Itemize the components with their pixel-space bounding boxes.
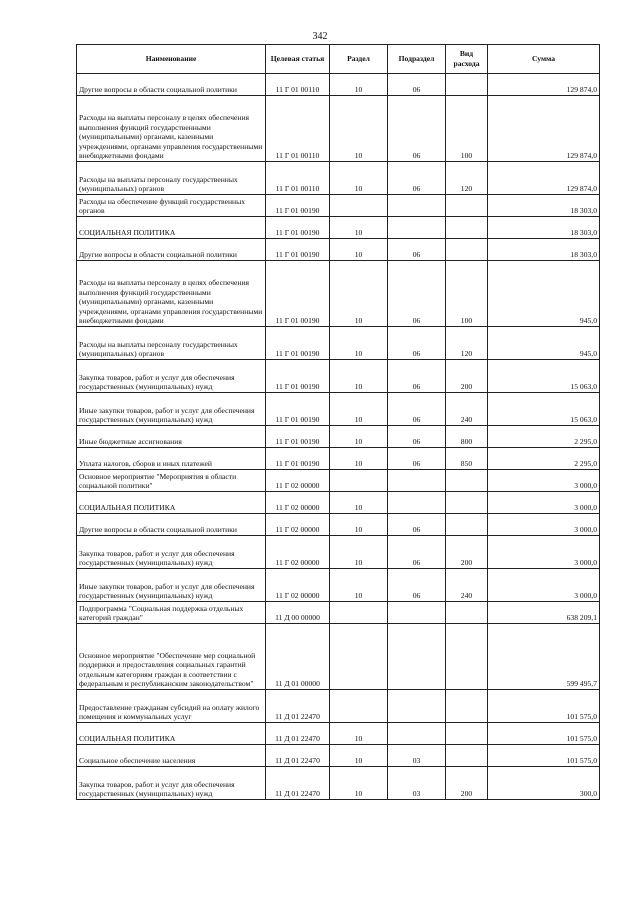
row-name-cell: СОЦИАЛЬНАЯ ПОЛИТИКА — [77, 723, 266, 745]
row-name-cell: Закупка товаров, работ и услуг для обеспечения государственных (муниципальных) нужд — [77, 360, 266, 393]
row-subsection-cell: 06 — [388, 239, 446, 261]
row-expense-type-cell: 120 — [446, 162, 488, 195]
row-name-cell: Расходы на выплаты персоналу в целях обеспечения выполнения функций государственными (муниципальными) органами, казенными учреждениями, органами управления государственными внебюджетными фондами — [77, 261, 266, 327]
row-amount-cell: 18 303,0 — [488, 239, 600, 261]
table-row — [77, 492, 600, 514]
row-subsection-cell — [388, 723, 446, 745]
row-section-cell: 10 — [330, 723, 388, 745]
row-amount-cell: 945,0 — [488, 261, 600, 327]
row-name-cell: Предоставление гражданам субсидий на оплату жилого помещения и коммунальных услуг — [77, 690, 266, 723]
row-expense-type-cell — [446, 74, 488, 96]
table-row — [77, 162, 600, 195]
row-name-cell: Другие вопросы в области социальной политики — [77, 74, 266, 96]
row-expense-type-cell — [446, 492, 488, 514]
row-expense-type-cell: 800 — [446, 426, 488, 448]
row-section-cell: 10 — [330, 745, 388, 767]
row-amount-cell: 129 874,0 — [488, 162, 600, 195]
row-expense-type-cell: 240 — [446, 569, 488, 602]
row-section-cell: 10 — [330, 239, 388, 261]
row-name-cell: Иные закупки товаров, работ и услуг для обеспечения государственных (муниципальных) нужд — [77, 393, 266, 426]
row-expense-type-cell: 100 — [446, 261, 488, 327]
row-name-cell: Иные бюджетные ассигнования — [77, 426, 266, 448]
row-target-code-cell: 11 Г 01 00190 — [266, 261, 330, 327]
row-section-cell: 10 — [330, 217, 388, 239]
row-amount-cell: 129 874,0 — [488, 96, 600, 162]
row-target-code-cell: 11 Г 01 00190 — [266, 426, 330, 448]
table-row — [77, 448, 600, 470]
row-subsection-cell: 06 — [388, 162, 446, 195]
row-subsection-cell — [388, 217, 446, 239]
row-section-cell: 10 — [330, 536, 388, 569]
table-header-row — [77, 45, 600, 74]
header-subsection: Подраздел — [388, 45, 446, 74]
row-section-cell: 10 — [330, 393, 388, 426]
row-amount-cell: 101 575,0 — [488, 690, 600, 723]
row-expense-type-cell — [446, 470, 488, 492]
table-row — [77, 393, 600, 426]
row-expense-type-cell — [446, 745, 488, 767]
row-name-cell: Расходы на обеспечение функций государственных органов — [77, 195, 266, 217]
row-section-cell: 10 — [330, 261, 388, 327]
row-section-cell: 10 — [330, 96, 388, 162]
row-subsection-cell: 06 — [388, 360, 446, 393]
row-name-cell: Расходы на выплаты персоналу государственных (муниципальных) органов — [77, 162, 266, 195]
row-target-code-cell: 11 Г 02 00000 — [266, 470, 330, 492]
row-section-cell: 10 — [330, 492, 388, 514]
row-target-code-cell: 11 Д 00 00000 — [266, 602, 330, 624]
row-amount-cell: 129 874,0 — [488, 74, 600, 96]
row-amount-cell: 2 295,0 — [488, 426, 600, 448]
table-row — [77, 690, 600, 723]
row-section-cell: 10 — [330, 327, 388, 360]
row-target-code-cell: 11 Г 01 00190 — [266, 360, 330, 393]
table-row — [77, 74, 600, 96]
row-subsection-cell — [388, 470, 446, 492]
row-name-cell: СОЦИАЛЬНАЯ ПОЛИТИКА — [77, 217, 266, 239]
row-section-cell: 10 — [330, 514, 388, 536]
row-subsection-cell: 06 — [388, 327, 446, 360]
row-section-cell: 10 — [330, 767, 388, 800]
row-target-code-cell: 11 Г 01 00190 — [266, 393, 330, 426]
row-expense-type-cell — [446, 723, 488, 745]
table-row — [77, 327, 600, 360]
table-row — [77, 602, 600, 624]
row-name-cell: Основное мероприятие "Обеспечение мер социальной поддержки и предоставления социальных гарантий отдельным категориям граждан в соответствии с федеральным и республиканским законодательством" — [77, 624, 266, 690]
budget-table — [76, 44, 600, 800]
row-name-cell: Закупка товаров, работ и услуг для обеспечения государственных (муниципальных) нужд — [77, 536, 266, 569]
row-expense-type-cell: 200 — [446, 767, 488, 800]
row-name-cell: Закупка товаров, работ и услуг для обеспечения государственных (муниципальных) нужд — [77, 767, 266, 800]
row-amount-cell: 3 000,0 — [488, 470, 600, 492]
row-expense-type-cell: 200 — [446, 536, 488, 569]
row-subsection-cell — [388, 602, 446, 624]
row-target-code-cell: 11 Г 02 00000 — [266, 492, 330, 514]
table-row — [77, 261, 600, 327]
table-row — [77, 195, 600, 217]
row-target-code-cell: 11 Г 01 00190 — [266, 327, 330, 360]
row-amount-cell: 15 063,0 — [488, 393, 600, 426]
row-target-code-cell: 11 Д 01 22470 — [266, 767, 330, 800]
row-subsection-cell: 06 — [388, 74, 446, 96]
row-section-cell — [330, 602, 388, 624]
row-subsection-cell — [388, 492, 446, 514]
row-amount-cell: 638 209,1 — [488, 602, 600, 624]
row-amount-cell: 3 000,0 — [488, 536, 600, 569]
row-name-cell: Уплата налогов, сборов и иных платежей — [77, 448, 266, 470]
row-target-code-cell: 11 Г 02 00000 — [266, 536, 330, 569]
row-subsection-cell: 06 — [388, 448, 446, 470]
table-row — [77, 767, 600, 800]
row-expense-type-cell — [446, 690, 488, 723]
row-section-cell: 10 — [330, 162, 388, 195]
header-expense-type: Вид расхода — [446, 45, 488, 74]
row-subsection-cell: 06 — [388, 536, 446, 569]
row-amount-cell: 3 000,0 — [488, 569, 600, 602]
row-subsection-cell — [388, 690, 446, 723]
row-target-code-cell: 11 Д 01 22470 — [266, 723, 330, 745]
row-expense-type-cell: 240 — [446, 393, 488, 426]
table-row — [77, 360, 600, 393]
table-row — [77, 96, 600, 162]
row-expense-type-cell: 200 — [446, 360, 488, 393]
row-target-code-cell: 11 Д 01 22470 — [266, 690, 330, 723]
row-amount-cell: 18 303,0 — [488, 217, 600, 239]
row-amount-cell: 18 303,0 — [488, 195, 600, 217]
row-target-code-cell: 11 Г 01 00110 — [266, 96, 330, 162]
header-amount: Сумма — [488, 45, 600, 74]
row-amount-cell: 599 495,7 — [488, 624, 600, 690]
row-section-cell: 10 — [330, 448, 388, 470]
row-name-cell: Расходы на выплаты персоналу в целях обеспечения выполнения функций государственными (муниципальными) органами, казенными учреждениями, органами управления государственными внебюджетными фондами — [77, 96, 266, 162]
row-amount-cell: 300,0 — [488, 767, 600, 800]
row-section-cell — [330, 690, 388, 723]
row-target-code-cell: 11 Г 02 00000 — [266, 514, 330, 536]
header-name: Наименование — [77, 45, 266, 74]
row-name-cell: Иные закупки товаров, работ и услуг для обеспечения государственных (муниципальных) нужд — [77, 569, 266, 602]
row-subsection-cell: 06 — [388, 426, 446, 448]
header-section: Раздел — [330, 45, 388, 74]
row-subsection-cell: 06 — [388, 261, 446, 327]
row-target-code-cell: 11 Д 01 22470 — [266, 745, 330, 767]
row-amount-cell: 101 575,0 — [488, 745, 600, 767]
row-amount-cell: 2 295,0 — [488, 448, 600, 470]
row-section-cell: 10 — [330, 74, 388, 96]
row-target-code-cell: 11 Г 01 00190 — [266, 239, 330, 261]
row-target-code-cell: 11 Г 01 00110 — [266, 74, 330, 96]
row-expense-type-cell: 100 — [446, 96, 488, 162]
table-row — [77, 745, 600, 767]
row-expense-type-cell — [446, 602, 488, 624]
table-row — [77, 239, 600, 261]
row-subsection-cell: 06 — [388, 96, 446, 162]
row-name-cell: СОЦИАЛЬНАЯ ПОЛИТИКА — [77, 492, 266, 514]
table-row — [77, 624, 600, 690]
row-amount-cell: 3 000,0 — [488, 492, 600, 514]
row-section-cell: 10 — [330, 569, 388, 602]
row-target-code-cell: 11 Г 01 00190 — [266, 217, 330, 239]
row-expense-type-cell: 850 — [446, 448, 488, 470]
row-target-code-cell: 11 Д 01 00000 — [266, 624, 330, 690]
row-subsection-cell — [388, 624, 446, 690]
row-subsection-cell: 06 — [388, 514, 446, 536]
row-section-cell — [330, 624, 388, 690]
page-number: 342 — [312, 31, 328, 42]
row-name-cell: Расходы на выплаты персоналу государственных (муниципальных) органов — [77, 327, 266, 360]
row-expense-type-cell — [446, 514, 488, 536]
row-name-cell: Социальное обеспечение населения — [77, 745, 266, 767]
row-subsection-cell: 06 — [388, 569, 446, 602]
row-expense-type-cell — [446, 624, 488, 690]
row-target-code-cell: 11 Г 01 00190 — [266, 195, 330, 217]
row-target-code-cell: 11 Г 01 00110 — [266, 162, 330, 195]
row-name-cell: Другие вопросы в области социальной политики — [77, 514, 266, 536]
row-expense-type-cell — [446, 217, 488, 239]
row-section-cell — [330, 195, 388, 217]
table-row — [77, 536, 600, 569]
row-expense-type-cell — [446, 195, 488, 217]
row-section-cell — [330, 470, 388, 492]
row-expense-type-cell: 120 — [446, 327, 488, 360]
row-amount-cell: 945,0 — [488, 327, 600, 360]
table-row — [77, 514, 600, 536]
table-row — [77, 217, 600, 239]
table-row — [77, 470, 600, 492]
table-row — [77, 569, 600, 602]
row-target-code-cell: 11 Г 01 00190 — [266, 448, 330, 470]
row-subsection-cell: 06 — [388, 393, 446, 426]
row-section-cell: 10 — [330, 360, 388, 393]
row-section-cell: 10 — [330, 426, 388, 448]
row-name-cell: Другие вопросы в области социальной политики — [77, 239, 266, 261]
row-name-cell: Основное мероприятие "Мероприятия в области социальной политики" — [77, 470, 266, 492]
row-name-cell: Подпрограмма "Социальная поддержка отдельных категорий граждан" — [77, 602, 266, 624]
row-subsection-cell — [388, 195, 446, 217]
row-target-code-cell: 11 Г 02 00000 — [266, 569, 330, 602]
header-target-code: Целевая статья — [266, 45, 330, 74]
row-subsection-cell: 03 — [388, 767, 446, 800]
row-amount-cell: 15 063,0 — [488, 360, 600, 393]
table-row — [77, 723, 600, 745]
row-subsection-cell: 03 — [388, 745, 446, 767]
row-expense-type-cell — [446, 239, 488, 261]
row-amount-cell: 101 575,0 — [488, 723, 600, 745]
row-amount-cell: 3 000,0 — [488, 514, 600, 536]
table-row — [77, 426, 600, 448]
